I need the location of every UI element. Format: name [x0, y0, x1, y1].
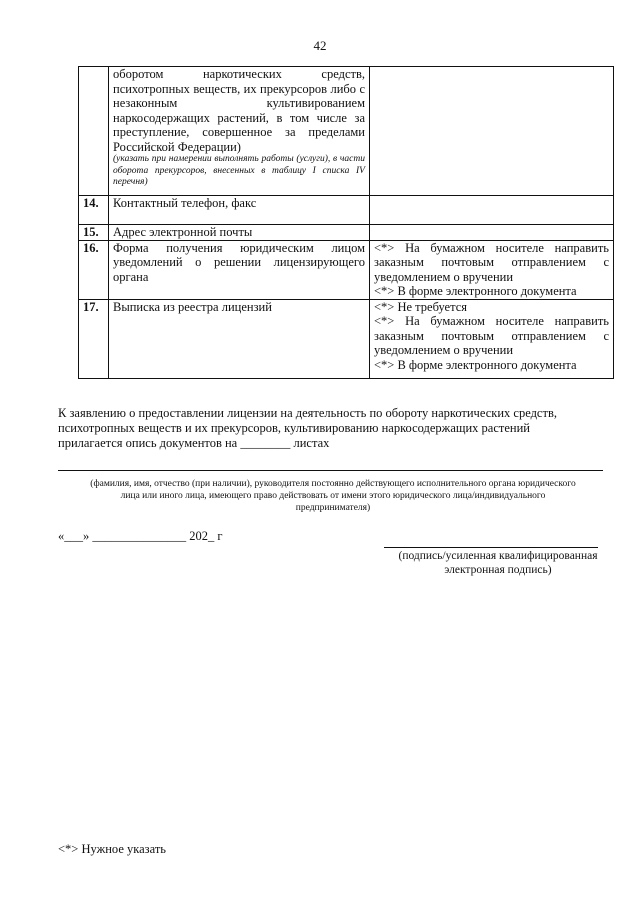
date-line: «___» _______________ 202_ г: [58, 529, 223, 543]
activity-note: (указать при намерении выполнять работы (услуги), в части оборота прекурсоров, внесенных в таблицу I списка IV перечня): [113, 154, 365, 187]
table-row: [79, 299, 614, 378]
row-label: Адрес электронной почты: [109, 225, 370, 241]
signature-line: [384, 547, 598, 548]
row-label: Форма получения юридическим лицом уведомлений о решении лицензирующего органа: [109, 240, 370, 299]
row-number: [79, 67, 109, 196]
footnote: <*> Нужное указать: [58, 842, 166, 856]
signer-name-line: [58, 470, 603, 471]
row-label: Выписка из реестра лицензий: [109, 299, 370, 378]
option-text: <*> На бумажном носителе направить заказным почтовым отправлением с уведомлением о вручении: [374, 240, 609, 284]
answer-cell: [370, 240, 614, 299]
page-number: 42: [313, 38, 327, 53]
activity-continuation-text: оборотом наркотических средств, психотропных веществ, их прекурсоров либо с незаконным культивированием наркосодержащих растений, в том числе за преступление, совершенное за пределами Российской Федерации): [113, 67, 365, 154]
option-text: <*> На бумажном носителе направить заказным почтовым отправлением с уведомлением о вручении: [374, 314, 609, 357]
signature-caption: [380, 549, 616, 577]
table-row: [79, 67, 614, 196]
attachment-paragraph: [58, 406, 618, 451]
answer-cell: [370, 299, 614, 378]
signer-caption: [58, 478, 608, 514]
table-row: [79, 240, 614, 299]
row-number: 17.: [79, 299, 109, 378]
row-number: 14.: [79, 196, 109, 225]
attachment-line: психотропных веществ и их прекурсоров, культивированию наркосодержащих растений: [58, 421, 530, 435]
row-number: 15.: [79, 225, 109, 241]
option-text: <*> В форме электронного документа: [374, 357, 577, 372]
row-number: 16.: [79, 240, 109, 299]
signer-caption-line: предпринимателя): [295, 503, 371, 513]
row-label: Контактный телефон, факс: [109, 196, 370, 225]
signature-caption-line: (подпись/усиленная квалифицированная: [398, 550, 598, 562]
activity-continuation-cell: [109, 67, 370, 196]
attachment-line: прилагается опись документов на ________ листах: [58, 436, 330, 450]
table-row: [79, 196, 614, 225]
answer-cell[interactable]: [370, 67, 614, 196]
attachment-line: К заявлению о предоставлении лицензии на деятельность по обороту наркотических средств,: [58, 406, 557, 420]
option-text: <*> Не требуется: [374, 299, 468, 314]
option-text: <*> В форме электронного документа: [374, 284, 577, 298]
application-form-table: [78, 66, 614, 379]
table-row: [79, 225, 614, 241]
signer-caption-line: лица или иного лица, имеющего право действовать от имени этого юридического лица/индивидуального: [120, 491, 546, 501]
answer-cell[interactable]: [370, 225, 614, 241]
signature-caption-line: электронная подпись): [444, 564, 552, 576]
signer-caption-line: (фамилия, имя, отчество (при наличии), руководителя постоянно действующего исполнительного органа юридического: [90, 479, 576, 489]
answer-cell[interactable]: [370, 196, 614, 225]
